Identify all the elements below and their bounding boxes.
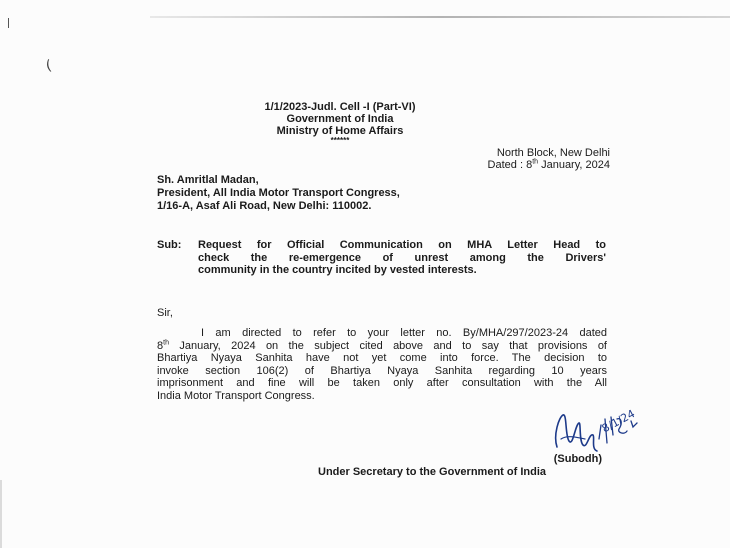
subject-label: Sub:: [157, 239, 182, 251]
subject-line-2: check the re-emergence of unrest among the Drivers': [198, 251, 606, 264]
salutation: Sir,: [157, 307, 173, 319]
file-number: 1/1/2023-Judl. Cell -I (Part-VI): [264, 101, 416, 113]
stray-pen-mark: (: [44, 57, 53, 75]
government-heading: Government of India: [286, 113, 394, 125]
body-line-3: Bhartiya Nyaya Sanhita have not yet come into force. The decision to: [157, 352, 607, 364]
scan-edge-top: [150, 16, 730, 18]
body-paragraph: [157, 327, 607, 402]
addressee-designation: President, All India Motor Transport Congress,: [157, 187, 400, 199]
subject-line-1: Request for Official Communication on MHA Letter Head to: [198, 239, 606, 251]
body-line-2-rest: January, 2024 on the subject cited above and to say that provisions of: [168, 339, 607, 352]
body-line-5: imprisonment and fine will be taken only after consultation with the All: [157, 377, 607, 389]
body-date-num: 8: [157, 339, 164, 352]
scan-edge-left: [0, 480, 2, 548]
date-ordinal: th: [532, 158, 539, 166]
addressee-address: 1/16-A, Asaf Ali Road, New Delhi: 110002.: [157, 200, 372, 212]
subject-line-3: community in the country incited by vested interests.: [198, 264, 477, 276]
scan-mark: [8, 18, 9, 28]
date-line: [488, 159, 610, 171]
signature-date: 8/1/24: [599, 407, 638, 436]
header-separator: ******: [330, 136, 350, 145]
ministry-heading: Ministry of Home Affairs: [276, 125, 404, 137]
date-prefix: Dated : 8: [487, 159, 533, 171]
body-date-ordinal: th: [163, 338, 169, 346]
signatory-designation: Under Secretary to the Government of India: [318, 466, 546, 478]
body-line-2: [157, 340, 607, 353]
place-line: North Block, New Delhi: [496, 147, 610, 159]
date-suffix: January, 2024: [538, 159, 610, 171]
body-line-1: I am directed to refer to your letter no. By/MHA/297/2023-24 dated: [201, 327, 607, 339]
subject-text: [198, 239, 606, 277]
body-line-4: invoke section 106(2) of Bhartiya Nyaya Sanhita regarding 10 years: [157, 364, 607, 377]
signatory-name: (Subodh): [553, 453, 602, 465]
body-line-6: India Motor Transport Congress.: [157, 389, 315, 402]
addressee-name: Sh. Amritlal Madan,: [157, 174, 259, 186]
